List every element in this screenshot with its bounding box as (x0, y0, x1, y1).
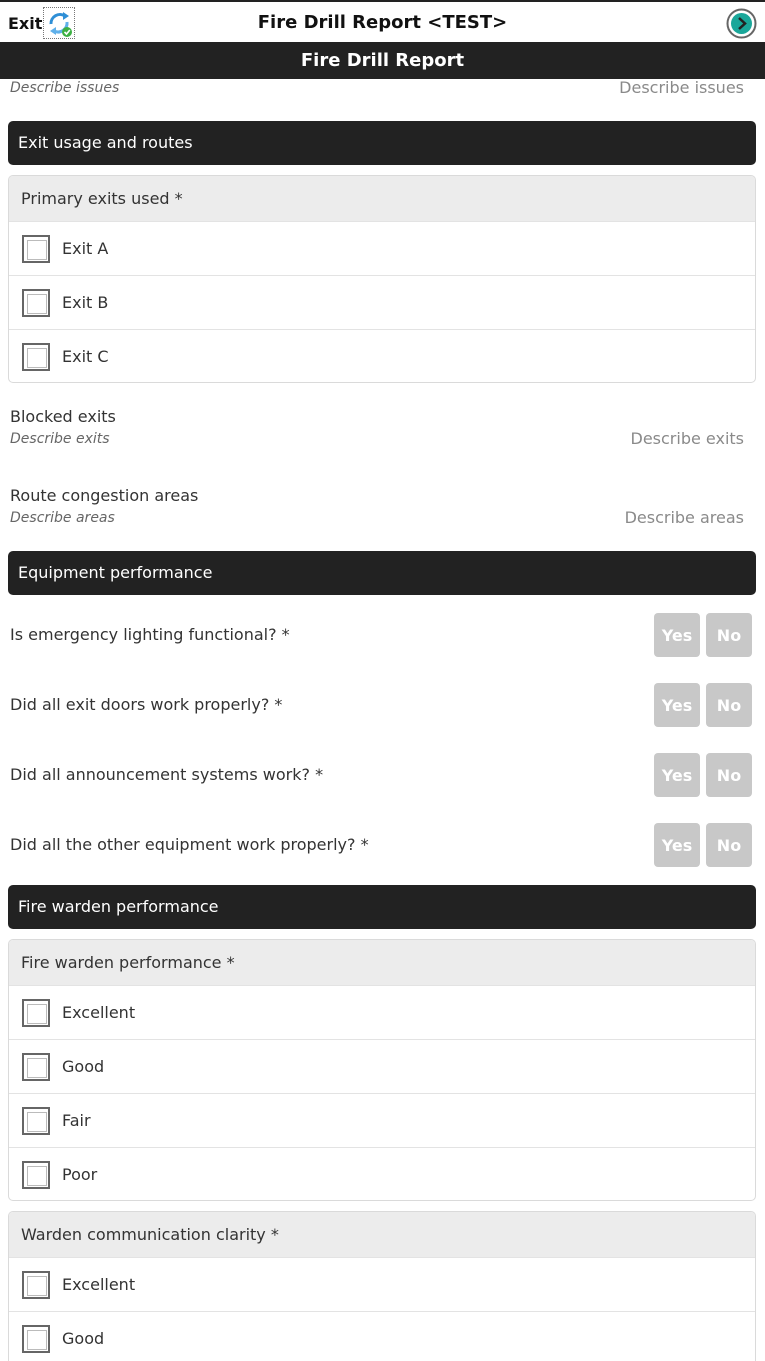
warden-communication-title: Warden communication clarity * (9, 1212, 755, 1257)
fire-warden-performance-title: Fire warden performance * (9, 940, 755, 985)
issues-input[interactable]: Describe issues (619, 78, 744, 97)
blocked-exits-hint: Describe exits (10, 431, 110, 447)
option-exit-a[interactable] (9, 221, 755, 275)
option-label: Exit A (62, 239, 109, 258)
option-exit-b[interactable] (9, 275, 755, 329)
warden-communication-group (8, 1211, 756, 1361)
option-label: Excellent (62, 1275, 136, 1294)
yes-no-emergency-lighting (654, 613, 752, 657)
yes-button[interactable]: Yes (654, 683, 700, 727)
checkbox-icon[interactable] (22, 1325, 50, 1353)
no-button[interactable]: No (706, 683, 752, 727)
route-congestion-label: Route congestion areas (10, 486, 199, 505)
blocked-exits-input[interactable]: Describe exits (630, 429, 744, 448)
checkbox-icon[interactable] (22, 343, 50, 371)
option-excellent[interactable] (9, 985, 755, 1039)
checkbox-icon[interactable] (22, 1053, 50, 1081)
section-header-exit-usage: Exit usage and routes (8, 121, 756, 165)
no-button[interactable]: No (706, 613, 752, 657)
checkbox-icon[interactable] (22, 1107, 50, 1135)
checkbox-icon[interactable] (22, 999, 50, 1027)
form-title: Fire Drill Report (0, 42, 765, 79)
chevron-right-circle-icon[interactable] (726, 8, 757, 39)
section-header-equipment: Equipment performance (8, 551, 756, 595)
question-emergency-lighting: Is emergency lighting functional? * (10, 625, 290, 644)
primary-exits-title: Primary exits used * (9, 176, 755, 221)
yes-button[interactable]: Yes (654, 753, 700, 797)
option-good[interactable] (9, 1039, 755, 1093)
route-congestion-input[interactable]: Describe areas (624, 508, 744, 527)
option-label: Exit B (62, 293, 109, 312)
section-header-fire-warden: Fire warden performance (8, 885, 756, 929)
top-bar (0, 0, 765, 42)
checkbox-icon[interactable] (22, 235, 50, 263)
yes-button[interactable]: Yes (654, 823, 700, 867)
option-label: Good (62, 1057, 105, 1076)
option-good[interactable] (9, 1311, 755, 1361)
yes-no-other-equipment (654, 823, 752, 867)
option-label: Fair (62, 1111, 91, 1130)
primary-exits-group (8, 175, 756, 383)
option-label: Poor (62, 1165, 98, 1184)
no-button[interactable]: No (706, 823, 752, 867)
option-label: Good (62, 1329, 105, 1348)
question-other-equipment: Did all the other equipment work properly? * (10, 835, 369, 854)
option-poor[interactable] (9, 1147, 755, 1201)
no-button[interactable]: No (706, 753, 752, 797)
option-excellent[interactable] (9, 1257, 755, 1311)
checkbox-icon[interactable] (22, 1161, 50, 1189)
app-title: Fire Drill Report <TEST> (257, 12, 508, 33)
checkbox-icon[interactable] (22, 289, 50, 317)
route-congestion-hint: Describe areas (10, 510, 115, 526)
fire-warden-performance-group (8, 939, 756, 1201)
yes-no-announcement-systems (654, 753, 752, 797)
yes-button[interactable]: Yes (654, 613, 700, 657)
option-exit-c[interactable] (9, 329, 755, 383)
checkbox-icon[interactable] (22, 1271, 50, 1299)
question-announcement-systems: Did all announcement systems work? * (10, 765, 324, 784)
issues-hint: Describe issues (10, 80, 120, 96)
option-label: Exit C (62, 347, 109, 366)
option-fair[interactable] (9, 1093, 755, 1147)
question-exit-doors: Did all exit doors work properly? * (10, 695, 283, 714)
blocked-exits-label: Blocked exits (10, 407, 116, 426)
yes-no-exit-doors (654, 683, 752, 727)
exit-button[interactable]: Exit (8, 14, 43, 33)
option-label: Excellent (62, 1003, 136, 1022)
